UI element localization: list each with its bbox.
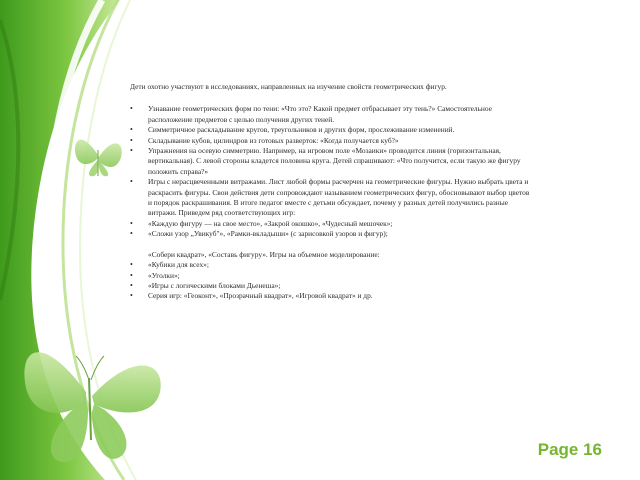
small-butterfly-icon [75,140,122,177]
page-number-label: Page 16 [537,440,602,459]
list-item: «Собери квадрат», «Составь фигуру». Игры на объемное моделирование: [148,249,380,259]
list-item: • Симметричное раскладывание кругов, треугольников и других форм, прослеживание изменений. [118,125,530,135]
activity-list [118,104,530,301]
list-item: • Упражнения на осевую симметрию. Например, на игровом поле «Мозаики» проводится линия (горизонтальная, вертикальная). С левой стороны кладется половина круга. Детей спрашивают: «Что получится, если такую же фигуру положить справа?» [118,146,530,177]
list-item: • Узнавание геометрических форм по тени: «Что это? Какой предмет отбрасывает эту тень?» Самостоятельное расположение предметов с целью получения других теней. [118,104,530,125]
list-item: • «Сложи узор „Увикуб"», «Рамки-вкладыши» (с зарисовкой узоров и фигур); [118,229,530,239]
list-item: • «Игры с логическими блоками Дьенеша»; [118,281,530,291]
slide-text-body [118,82,530,302]
intro-paragraph: Дети охотно участвуют в исследованиях, направленных на изучение свойств геометрических фигур. [130,82,447,91]
list-item: • Складывание кубов, цилиндров из готовых разверток: «Когда получается куб?» [118,136,530,146]
list-item: • «Каждую фигуру — на свое место», «Закрой окошко», «Чудесный мешочек»; [118,219,530,229]
list-item: • Серия игр: «Геоконт», «Прозрачный квадрат», «Игровой квадрат» и др. [118,291,530,301]
list-item: • Игры с нерасцвеченными витражами. Лист любой формы расчерчен на геометрические фигуры. Нужно выбрать цвета и раскрасить фигуры. Свои действия дети сопровождают называнием геометрических фигур, обосновывают выбор цветов и порядок раскрашивания. В итоге педагог вместе с детьми обсуждает, почему у разных детей получились разные витражи. Приведем ряд соответствующих игр: [118,177,530,219]
list-item: • «Уголки»; [118,271,530,281]
list-item: • «Кубики для всех»; [118,260,530,270]
